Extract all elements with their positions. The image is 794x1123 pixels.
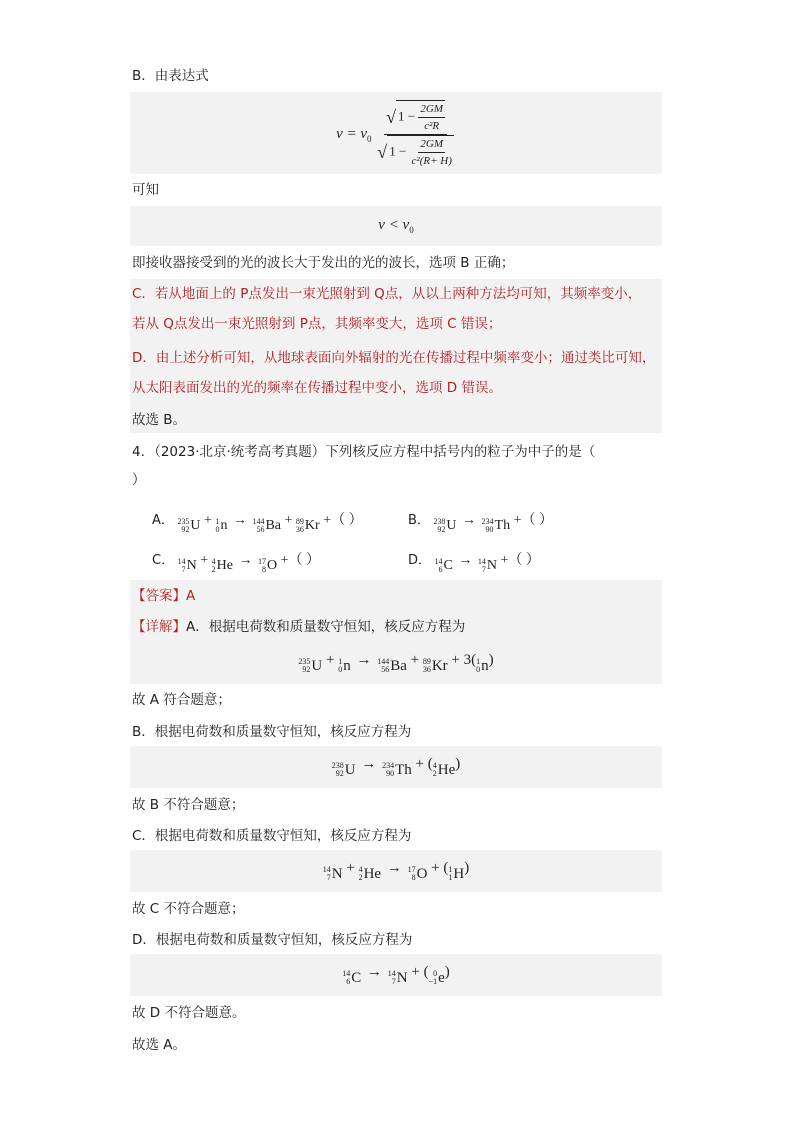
num-one-minus: 1 −: [398, 108, 416, 124]
c-reason-line1: C．若从地面上的 P点发出一束光照射到 Q点，从以上两种方法均可知，其频率变小，: [132, 286, 642, 302]
equation-box-c: [130, 850, 662, 892]
d-conclusion: 故 D 不符合题意。: [132, 1005, 246, 1021]
d-reason-line2: 从太阳表面发出的光的频率在传播过程中变小，选项 D 错误。: [132, 380, 502, 396]
den-one-minus: 1 −: [389, 143, 407, 159]
question-4-stem: 4．（2023·北京·统考高考真题）下列核反应方程中括号内的粒子为中子的是（: [132, 444, 596, 460]
final-answer-a: 故选 A。: [132, 1037, 187, 1053]
option-c[interactable]: C． 14 7 N + 4 2 He → 17 8 O +（ ）: [152, 553, 320, 574]
option-d[interactable]: D． 14 6 C → 14 7 N +（ ）: [408, 553, 540, 574]
detail-b-line: B．根据电荷数和质量数守恒知，核反应方程为: [132, 724, 412, 740]
part-b-intro: B．由表达式: [132, 68, 209, 84]
option-b[interactable]: B． 238 92 U → 234 90 Th +（ ）: [408, 513, 554, 534]
num-inner-top: 2GM: [418, 101, 445, 118]
detail-a-line: [132, 617, 465, 637]
eq-lhs-sub: 0: [367, 133, 372, 144]
question-4-stem-end: ）: [132, 472, 146, 488]
inequality-equation: [130, 217, 662, 235]
den-inner-bottom: c²(R+ H): [411, 155, 452, 167]
main-fraction: [375, 100, 456, 169]
option-c-label: C．: [152, 553, 175, 568]
c-conclusion: 故 C 不符合题意；: [132, 901, 245, 917]
equation-box-frequency: [130, 92, 662, 174]
equation-box-inequality: [130, 206, 662, 246]
equation-box-a: [130, 642, 662, 684]
option-b-label: B．: [408, 513, 430, 528]
option-d-label: D．: [408, 553, 432, 568]
equation-box-b: [130, 746, 662, 788]
option-a-label: A．: [152, 513, 174, 528]
detail-d-line: D．根据电荷数和质量数守恒知，核反应方程为: [132, 932, 413, 948]
a-conclusion: 故 A 符合题意；: [132, 692, 231, 708]
equation-d: 14 6 C → 14 7 N + ( 0 −1 e ): [342, 964, 450, 986]
equation-b: 238 92 U → 234 90 Th + ( 4 2 He ): [331, 756, 461, 778]
num-inner-bottom: c²R: [424, 120, 440, 132]
main-denominator: √ 1 − $\frac{2GM}{\text{c²(R+ H)}}$: [375, 135, 456, 169]
kezhi-text: 可知: [132, 182, 159, 198]
d-reason-line1: D．由上述分析可知，从地球表面向外辐射的光在传播过程中频率变小；通过类比可知，: [132, 350, 656, 366]
conclusion-b: 即接收器接受到的光的波长大于发出的光的波长，选项 B 正确；: [132, 255, 515, 271]
c-reason-line2: 若从 Q点发出一束光照射到 P点，其频率变大，选项 C 错误；: [132, 316, 502, 332]
equation-c: 14 7 N + 4 2 He → 17 8 O + ( 1 1 H ): [322, 860, 470, 882]
detail-c-line: C．根据电荷数和质量数守恒知，核反应方程为: [132, 828, 412, 844]
b-conclusion: 故 B 不符合题意；: [132, 797, 245, 813]
final-answer-b: 故选 B。: [132, 412, 187, 428]
option-a[interactable]: A． 235 92 U + 1 0 n → 144 56 Ba + 89 36 Kr +（ ）: [152, 513, 363, 534]
frequency-equation: [130, 100, 662, 169]
equation-box-d: [130, 954, 662, 996]
ineq-text: ν < ν: [378, 217, 410, 233]
eq-lhs: ν = ν: [336, 125, 368, 142]
main-numerator: √ 1 − $\frac{2GM}{\text{c²R}}$: [384, 100, 447, 135]
answer-tag: 【答案】A: [132, 588, 196, 604]
detail-tag: 【详解】: [132, 619, 186, 635]
ineq-sub: 0: [409, 225, 414, 235]
detail-a-text: A．根据电荷数和质量数守恒知，核反应方程为: [186, 619, 466, 635]
den-inner-top: 2GM: [418, 136, 445, 153]
equation-a: 235 92 U + 1 0 n → 144 56 Ba + 89 36 Kr + 3( 1 0 n ): [298, 652, 494, 674]
